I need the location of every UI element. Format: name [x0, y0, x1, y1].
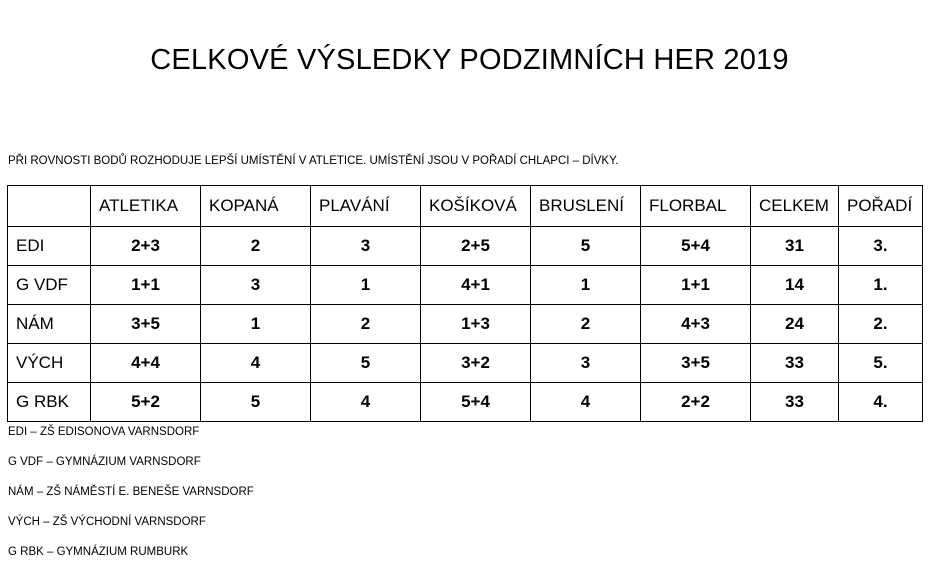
brusleni-cell: 2	[531, 305, 641, 344]
plavani-cell: 5	[311, 344, 421, 383]
header-atletika: ATLETIKA	[91, 186, 201, 227]
kopana-cell: 4	[201, 344, 311, 383]
team-cell: NÁM	[8, 305, 91, 344]
team-cell: G RBK	[8, 383, 91, 422]
kopana-cell: 5	[201, 383, 311, 422]
plavani-cell: 4	[311, 383, 421, 422]
celkem-cell: 33	[751, 344, 839, 383]
kopana-cell: 3	[201, 266, 311, 305]
legend-item: G VDF – GYMNÁZIUM VARNSDORF	[8, 456, 201, 468]
plavani-cell: 3	[311, 227, 421, 266]
atletika-cell: 2+3	[91, 227, 201, 266]
header-poradi: POŘADÍ	[839, 186, 923, 227]
kosikova-cell: 3+2	[421, 344, 531, 383]
plavani-cell: 2	[311, 305, 421, 344]
poradi-cell: 1.	[839, 266, 923, 305]
plavani-cell: 1	[311, 266, 421, 305]
poradi-cell: 3.	[839, 227, 923, 266]
results-table	[7, 185, 923, 422]
kosikova-cell: 5+4	[421, 383, 531, 422]
brusleni-cell: 5	[531, 227, 641, 266]
atletika-cell: 5+2	[91, 383, 201, 422]
atletika-cell: 3+5	[91, 305, 201, 344]
poradi-cell: 2.	[839, 305, 923, 344]
header-florbal: FLORBAL	[641, 186, 751, 227]
celkem-cell: 31	[751, 227, 839, 266]
florbal-cell: 3+5	[641, 344, 751, 383]
kopana-cell: 2	[201, 227, 311, 266]
header-plavani: PLAVÁNÍ	[311, 186, 421, 227]
legend-item: G RBK – GYMNÁZIUM RUMBURK	[8, 546, 189, 558]
celkem-cell: 24	[751, 305, 839, 344]
legend-item: EDI – ZŠ EDISONOVA VARNSDORF	[8, 426, 200, 438]
brusleni-cell: 4	[531, 383, 641, 422]
tiebreak-note: PŘI ROVNOSTI BODŮ ROZHODUJE LEPŠÍ UMÍSTĚNÍ V ATLETICE. UMÍSTĚNÍ JSOU V POŘADÍ CHLAPCI – DÍVKY.	[8, 155, 619, 167]
florbal-cell: 1+1	[641, 266, 751, 305]
atletika-cell: 4+4	[91, 344, 201, 383]
florbal-cell: 4+3	[641, 305, 751, 344]
brusleni-cell: 3	[531, 344, 641, 383]
poradi-cell: 5.	[839, 344, 923, 383]
kosikova-cell: 2+5	[421, 227, 531, 266]
team-cell: VÝCH	[8, 344, 91, 383]
kosikova-cell: 1+3	[421, 305, 531, 344]
kopana-cell: 1	[201, 305, 311, 344]
celkem-cell: 33	[751, 383, 839, 422]
page-title: CELKOVÉ VÝSLEDKY PODZIMNÍCH HER 2019	[150, 44, 789, 76]
poradi-cell: 4.	[839, 383, 923, 422]
brusleni-cell: 1	[531, 266, 641, 305]
table-row	[8, 227, 923, 266]
celkem-cell: 14	[751, 266, 839, 305]
legend-item: VÝCH – ZŠ VÝCHODNÍ VARNSDORF	[8, 516, 206, 528]
table-row	[8, 344, 923, 383]
header-brusleni: BRUSLENÍ	[531, 186, 641, 227]
florbal-cell: 5+4	[641, 227, 751, 266]
table-row	[8, 305, 923, 344]
header-celkem: CELKEM	[751, 186, 839, 227]
table-row	[8, 383, 923, 422]
table-header-row	[8, 186, 923, 227]
team-cell: G VDF	[8, 266, 91, 305]
table-row	[8, 266, 923, 305]
team-cell: EDI	[8, 227, 91, 266]
atletika-cell: 1+1	[91, 266, 201, 305]
header-corner	[8, 186, 91, 227]
header-kopana: KOPANÁ	[201, 186, 311, 227]
kosikova-cell: 4+1	[421, 266, 531, 305]
legend-item: NÁM – ZŠ NÁMĚSTÍ E. BENEŠE VARNSDORF	[8, 486, 254, 498]
header-kosikova: KOŠÍKOVÁ	[421, 186, 531, 227]
florbal-cell: 2+2	[641, 383, 751, 422]
